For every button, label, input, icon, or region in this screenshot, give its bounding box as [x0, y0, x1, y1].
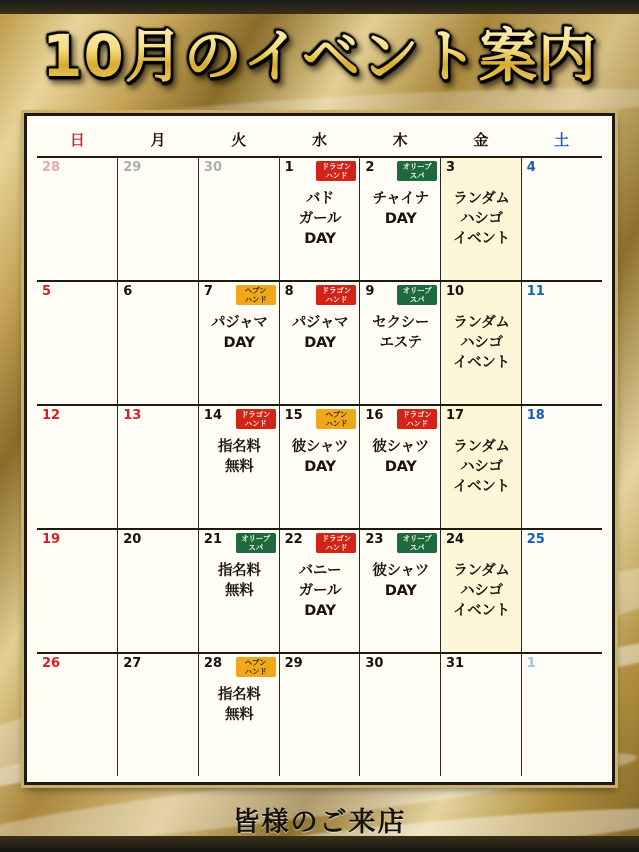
calendar-day-cell[interactable] — [37, 405, 118, 529]
day-number: 15 — [284, 408, 303, 423]
day-cell-inner — [199, 654, 279, 776]
event-label — [365, 313, 436, 353]
event-label-line: ランダム — [453, 563, 510, 579]
event-label-line: イベント — [452, 479, 510, 495]
event-label-line: エステ — [379, 335, 422, 351]
calendar-day-cell[interactable] — [521, 405, 602, 529]
day-number: 1 — [526, 656, 536, 671]
calendar-day-cell[interactable] — [37, 157, 118, 281]
course-badge-line: オリーブ — [402, 162, 432, 171]
day-cell-inner — [360, 530, 440, 652]
event-label — [285, 437, 356, 477]
course-badge — [397, 161, 437, 181]
day-cell-inner — [280, 158, 360, 280]
event-label-line: DAY — [384, 211, 417, 227]
event-label — [365, 189, 436, 229]
course-badge — [236, 657, 276, 677]
event-label-line: チャイナ — [372, 191, 429, 207]
event-label-line: 無料 — [225, 707, 254, 723]
day-number: 6 — [123, 284, 133, 299]
day-number: 2 — [365, 160, 375, 175]
day-number: 17 — [446, 408, 465, 423]
calendar-day-cell[interactable] — [118, 653, 199, 776]
calendar-day-cell[interactable] — [441, 281, 522, 405]
weekday-header: 火 — [198, 124, 279, 157]
calendar-day-cell[interactable] — [118, 281, 199, 405]
course-badge — [316, 285, 356, 305]
day-number: 30 — [203, 160, 222, 175]
event-label-line: パジャマ — [291, 315, 349, 331]
day-number: 25 — [526, 532, 545, 547]
day-cell-inner — [37, 406, 117, 528]
event-label — [365, 561, 436, 601]
event-label — [285, 189, 356, 249]
calendar-week-row — [37, 281, 602, 405]
day-cell-inner — [37, 654, 117, 776]
day-number: 12 — [42, 408, 61, 423]
course-badge-line: ドラゴン — [402, 410, 432, 419]
day-number: 3 — [446, 160, 456, 175]
event-label-line: ガール — [298, 211, 342, 227]
calendar-day-cell[interactable] — [521, 529, 602, 653]
event-label-line: バド — [305, 191, 335, 207]
event-label-line: 彼シャツ — [372, 563, 429, 579]
day-number: 20 — [123, 532, 142, 547]
calendar-day-cell[interactable] — [360, 653, 441, 776]
course-badge-line: ハンド — [325, 171, 348, 180]
event-label — [204, 437, 275, 477]
day-cell-inner — [360, 654, 440, 776]
calendar-day-cell[interactable] — [441, 405, 522, 529]
day-number: 4 — [526, 160, 536, 175]
day-number: 7 — [203, 284, 213, 299]
weekday-header: 水 — [279, 124, 360, 157]
day-number: 29 — [284, 656, 303, 671]
day-cell-inner — [118, 158, 198, 280]
day-number: 18 — [526, 408, 545, 423]
day-cell-inner — [37, 158, 117, 280]
calendar-day-cell[interactable] — [118, 157, 199, 281]
event-label-line: イベント — [452, 355, 510, 371]
calendar-day-cell[interactable] — [441, 529, 522, 653]
course-badge-line: ハンド — [244, 419, 267, 428]
day-cell-inner — [522, 654, 602, 776]
event-label-line: 彼シャツ — [372, 439, 429, 455]
calendar-day-cell[interactable] — [441, 157, 522, 281]
day-number: 11 — [526, 284, 545, 299]
calendar-day-cell[interactable] — [521, 653, 602, 776]
calendar-week-row — [37, 405, 602, 529]
calendar-day-cell[interactable] — [441, 653, 522, 776]
event-label — [446, 189, 517, 249]
calendar-day-cell[interactable] — [118, 529, 199, 653]
day-number: 28 — [42, 160, 61, 175]
calendar-day-cell[interactable] — [521, 157, 602, 281]
day-number: 1 — [284, 160, 294, 175]
calendar-day-cell[interactable] — [198, 405, 279, 529]
event-label-line: DAY — [304, 335, 336, 351]
course-badge-line: ドラゴン — [321, 286, 351, 295]
course-badge-line: ヘブン — [244, 286, 267, 295]
course-badge-line: スパ — [248, 543, 263, 552]
day-number: 8 — [284, 284, 294, 299]
event-label — [204, 561, 275, 601]
event-label-line: ランダム — [453, 439, 510, 455]
course-badge-line: ハンド — [244, 667, 267, 676]
footer — [0, 800, 639, 839]
calendar-day-cell[interactable] — [360, 529, 441, 653]
event-label-line: ハシゴ — [460, 583, 503, 599]
day-number: 5 — [42, 284, 52, 299]
day-number: 16 — [365, 408, 384, 423]
day-cell-inner — [199, 158, 279, 280]
weekday-header: 月 — [118, 124, 199, 157]
day-cell-inner — [360, 406, 440, 528]
event-label-line: イベント — [452, 603, 510, 619]
calendar-week-row — [37, 157, 602, 281]
course-badge-line: ハンド — [325, 295, 348, 304]
day-number: 24 — [446, 532, 465, 547]
day-number: 26 — [42, 656, 61, 671]
course-badge — [397, 285, 437, 305]
calendar-week-row — [37, 653, 602, 776]
event-label — [204, 313, 275, 353]
course-badge — [397, 409, 437, 429]
calendar-table — [37, 124, 602, 776]
day-number: 28 — [203, 656, 222, 671]
day-number: 27 — [123, 656, 142, 671]
weekday-header: 金 — [441, 124, 522, 157]
day-number: 31 — [446, 656, 465, 671]
day-cell-inner — [118, 654, 198, 776]
day-cell-inner — [280, 406, 360, 528]
course-badge-line: ドラゴン — [321, 534, 351, 543]
course-badge — [236, 285, 276, 305]
event-label-line: パジャマ — [211, 315, 268, 331]
day-cell-inner — [522, 282, 602, 404]
event-label-line: DAY — [304, 231, 336, 247]
course-badge-line: ヘブン — [244, 658, 267, 667]
course-badge-line: スパ — [409, 171, 425, 180]
event-label-line: ランダム — [453, 315, 510, 331]
day-number: 29 — [123, 160, 142, 175]
event-label — [446, 313, 517, 373]
calendar-day-cell[interactable] — [118, 405, 199, 529]
event-label-line: 指名料 — [217, 687, 261, 703]
calendar-day-cell[interactable] — [279, 653, 360, 776]
calendar-day-cell[interactable] — [360, 281, 441, 405]
course-badge-line: ヘブン — [325, 410, 347, 419]
weekday-header: 木 — [360, 124, 441, 157]
calendar-day-cell[interactable] — [279, 529, 360, 653]
course-badge-line: オリーブ — [402, 286, 432, 295]
course-badge — [397, 533, 437, 553]
course-badge — [316, 533, 356, 553]
event-label-line: ランダム — [453, 191, 510, 207]
day-cell-inner — [280, 654, 360, 776]
course-badge-line: ハンド — [325, 419, 348, 428]
weekday-header: 土 — [521, 124, 602, 157]
day-cell-inner — [118, 406, 198, 528]
day-cell-inner — [37, 530, 117, 652]
day-number: 13 — [123, 408, 142, 423]
course-badge-line: ハンド — [244, 295, 267, 304]
calendar-day-cell[interactable] — [521, 281, 602, 405]
event-label — [446, 437, 517, 497]
event-label-line: イベント — [452, 231, 510, 247]
course-badge — [236, 533, 276, 553]
calendar-day-cell[interactable] — [37, 281, 118, 405]
calendar-day-cell[interactable] — [279, 405, 360, 529]
day-cell-inner — [441, 158, 521, 280]
day-cell-inner — [441, 282, 521, 404]
day-cell-inner — [280, 282, 360, 404]
event-label-line: DAY — [304, 459, 336, 475]
event-label-line: 無料 — [225, 459, 254, 475]
course-badge-line: オリーブ — [241, 534, 271, 543]
footer-text: 皆様のご来店 — [232, 807, 407, 838]
event-label — [365, 437, 436, 477]
day-cell-inner — [118, 530, 198, 652]
day-cell-inner — [199, 282, 279, 404]
event-label-line: ガール — [298, 583, 342, 599]
day-cell-inner — [522, 158, 602, 280]
calendar-day-cell[interactable] — [198, 653, 279, 776]
event-label-line: DAY — [384, 459, 417, 475]
course-badge — [316, 161, 356, 181]
day-cell-inner — [199, 530, 279, 652]
day-cell-inner — [199, 406, 279, 528]
event-label-line: セクシー — [372, 315, 430, 331]
event-label — [446, 561, 517, 621]
calendar-day-cell[interactable] — [37, 529, 118, 653]
course-badge-line: ドラゴン — [321, 162, 351, 171]
day-number: 22 — [284, 532, 303, 547]
event-label-line: DAY — [304, 603, 336, 619]
calendar-day-cell[interactable] — [360, 405, 441, 529]
day-cell-inner — [37, 282, 117, 404]
event-label-line: バニー — [298, 563, 342, 579]
course-badge-line: スパ — [409, 543, 425, 552]
weekday-header: 日 — [37, 124, 118, 157]
calendar-day-cell[interactable] — [360, 157, 441, 281]
day-number: 10 — [446, 284, 465, 299]
calendar-week-row — [37, 529, 602, 653]
calendar-header-row — [37, 124, 602, 157]
day-cell-inner — [441, 406, 521, 528]
day-number: 23 — [365, 532, 384, 547]
day-number: 30 — [365, 656, 384, 671]
event-label-line: 指名料 — [217, 439, 261, 455]
calendar-frame — [24, 113, 615, 785]
day-number: 14 — [203, 408, 222, 423]
event-label-line: DAY — [384, 583, 417, 599]
course-badge-line: ハンド — [325, 543, 348, 552]
course-badge-line: スパ — [409, 295, 425, 304]
event-label-line: 彼シャツ — [291, 439, 349, 455]
course-badge-line: オリーブ — [402, 534, 432, 543]
day-number: 9 — [365, 284, 375, 299]
event-label — [285, 561, 356, 621]
page-title: 10月のイベント案内 — [0, 12, 639, 100]
day-number: 21 — [203, 532, 222, 547]
calendar-day-cell[interactable] — [198, 281, 279, 405]
course-badge-line: ハンド — [406, 419, 428, 428]
course-badge — [236, 409, 276, 429]
event-label-line: ハシゴ — [460, 335, 503, 351]
day-cell-inner — [118, 282, 198, 404]
event-label — [204, 685, 275, 725]
day-number: 19 — [42, 532, 61, 547]
event-label-line: ハシゴ — [460, 459, 503, 475]
event-label-line: 無料 — [225, 583, 254, 599]
day-cell-inner — [441, 654, 521, 776]
course-badge-line: ドラゴン — [241, 410, 271, 419]
day-cell-inner — [280, 530, 360, 652]
event-label — [285, 313, 356, 353]
calendar-day-cell[interactable] — [198, 529, 279, 653]
event-label-line: 指名料 — [217, 563, 261, 579]
day-cell-inner — [441, 530, 521, 652]
calendar-day-cell[interactable] — [279, 281, 360, 405]
day-cell-inner — [360, 158, 440, 280]
day-cell-inner — [522, 530, 602, 652]
day-cell-inner — [522, 406, 602, 528]
event-label-line: ハシゴ — [460, 211, 503, 227]
day-cell-inner — [360, 282, 440, 404]
event-label-line: DAY — [223, 335, 255, 351]
poster-title-band — [0, 12, 639, 100]
course-badge — [316, 409, 356, 429]
calendar-day-cell[interactable] — [198, 157, 279, 281]
calendar-day-cell[interactable] — [279, 157, 360, 281]
calendar-day-cell[interactable] — [37, 653, 118, 776]
